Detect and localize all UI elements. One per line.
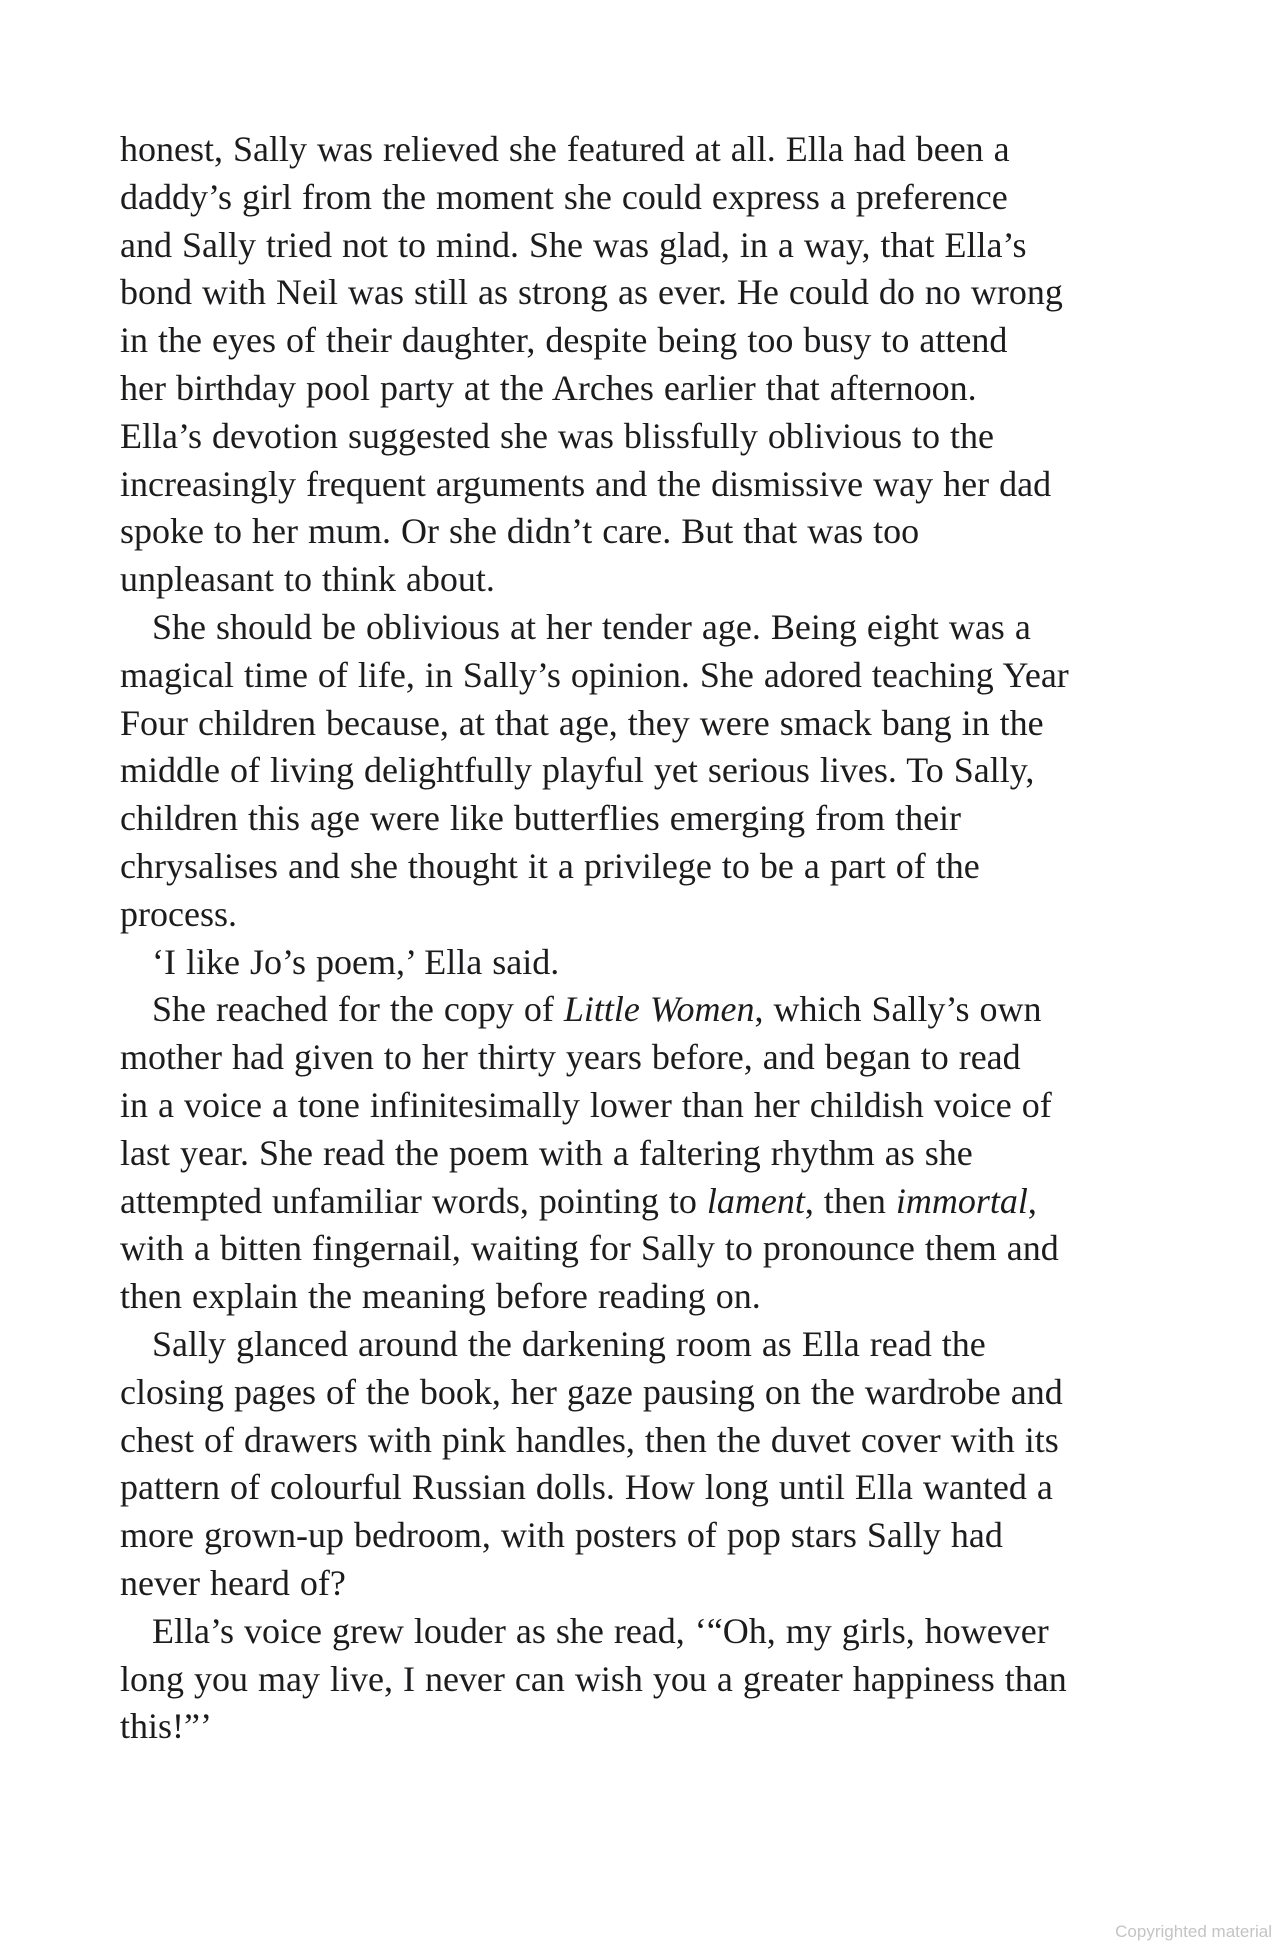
text-line (120, 174, 1230, 222)
text-segment: Ella’s devotion suggested she was blissfully oblivious to the (120, 415, 994, 456)
text-line (120, 795, 1230, 843)
text-segment: mother had given to her thirty years before, and began to read (120, 1037, 1021, 1078)
text-segment: never heard of? (120, 1562, 346, 1603)
paragraph (120, 604, 1230, 939)
text-line (120, 1273, 1230, 1321)
text-segment: , then (804, 1180, 896, 1221)
text-line (120, 747, 1230, 795)
text-segment: last year. She read the poem with a faltering rhythm as she (120, 1132, 973, 1173)
text-segment: this!”’ (120, 1706, 212, 1747)
text-line (120, 1512, 1230, 1560)
text-line (120, 1369, 1230, 1417)
text-line (120, 222, 1230, 270)
text-segment: children this age were like butterflies emerging from their (120, 798, 962, 839)
text-segment: , which Sally’s own (754, 989, 1042, 1030)
text-line (120, 1656, 1230, 1704)
text-segment: honest, Sally was relieved she featured at all. Ella had been a (120, 129, 1010, 169)
text-line (120, 1034, 1230, 1082)
text-line (120, 939, 1230, 987)
text-line (120, 1225, 1230, 1273)
text-line (120, 365, 1230, 413)
text-segment: She reached for the copy of (152, 989, 564, 1030)
text-segment: closing pages of the book, her gaze pausing on the wardrobe and (120, 1371, 1063, 1412)
text-line (120, 1417, 1230, 1465)
text-line (120, 700, 1230, 748)
text-segment: chest of drawers with pink handles, then the duvet cover with its (120, 1419, 1059, 1460)
text-line (120, 986, 1230, 1034)
text-line (120, 843, 1230, 891)
text-segment: pattern of colourful Russian dolls. How long until Ella wanted a (120, 1467, 1053, 1508)
text-line (120, 1703, 1230, 1751)
text-segment: in the eyes of their daughter, despite being too busy to attend (120, 320, 1008, 361)
text-segment: ‘I like Jo’s poem,’ Ella said. (152, 941, 560, 982)
text-segment: increasingly frequent arguments and the dismissive way her dad (120, 463, 1052, 504)
text-line (120, 461, 1230, 509)
text-segment: bond with Neil was still as strong as ever. He could do no wrong (120, 272, 1063, 313)
text-line (120, 413, 1230, 461)
italic-text: Little Women (563, 989, 755, 1030)
text-line (120, 556, 1230, 604)
text-line (120, 1321, 1230, 1369)
paragraph (120, 126, 1230, 604)
text-line (120, 604, 1230, 652)
paragraph (120, 986, 1230, 1321)
text-segment: , (1027, 1180, 1037, 1221)
text-segment: attempted unfamiliar words, pointing to (120, 1180, 707, 1221)
text-segment: Sally glanced around the darkening room as Ella read the (152, 1323, 986, 1364)
text-line (120, 317, 1230, 365)
text-line (120, 891, 1230, 939)
text-line (120, 1130, 1230, 1178)
italic-text: lament (706, 1180, 805, 1221)
paragraph (120, 1321, 1230, 1608)
italic-text: immortal (895, 1180, 1028, 1221)
text-segment: daddy’s girl from the moment she could express a preference (120, 176, 1008, 217)
text-segment: with a bitten fingernail, waiting for Sally to pronounce them and (120, 1228, 1059, 1269)
text-segment: chrysalises and she thought it a privilege to be a part of the (120, 845, 980, 886)
text-segment: and Sally tried not to mind. She was glad, in a way, that Ella’s (120, 224, 1027, 265)
text-line (120, 652, 1230, 700)
text-line (120, 126, 1230, 174)
paragraph (120, 939, 1230, 987)
text-segment: her birthday pool party at the Arches earlier that afternoon. (120, 367, 977, 408)
paragraph (120, 1608, 1230, 1751)
text-line (120, 269, 1230, 317)
text-segment: long you may live, I never can wish you a greater happiness than (120, 1658, 1067, 1699)
text-line (120, 1082, 1230, 1130)
text-segment: unpleasant to think about. (120, 559, 495, 600)
text-segment: She should be oblivious at her tender age. Being eight was a (152, 606, 1031, 647)
text-line (120, 1608, 1230, 1656)
text-block (120, 126, 1230, 1751)
text-segment: in a voice a tone infinitesimally lower than her childish voice of (120, 1084, 1052, 1125)
text-segment: Ella’s voice grew louder as she read, ‘“Oh, my girls, however (152, 1610, 1049, 1651)
text-line (120, 1464, 1230, 1512)
text-segment: more grown-up bedroom, with posters of pop stars Sally had (120, 1515, 1003, 1556)
text-segment: middle of living delightfully playful yet serious lives. To Sally, (120, 750, 1035, 791)
copyright-watermark: Copyrighted material (1115, 1922, 1272, 1941)
text-line (120, 1560, 1230, 1608)
text-segment: Four children because, at that age, they were smack bang in the (120, 702, 1044, 743)
text-line (120, 508, 1230, 556)
text-line (120, 1178, 1230, 1226)
text-segment: then explain the meaning before reading on. (120, 1276, 761, 1317)
text-segment: process. (120, 893, 237, 934)
text-segment: magical time of life, in Sally’s opinion. She adored teaching Year (120, 654, 1069, 695)
text-segment: spoke to her mum. Or she didn’t care. But that was too (120, 511, 920, 552)
